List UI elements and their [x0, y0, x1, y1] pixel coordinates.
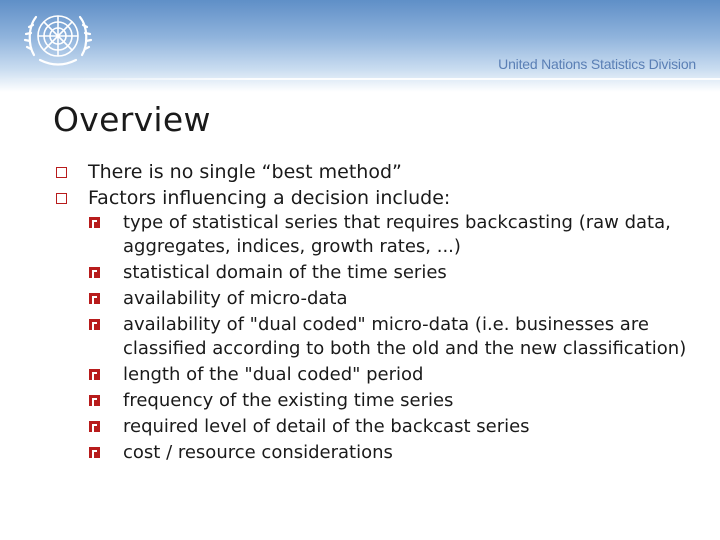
hollow-square-bullet-icon [56, 167, 67, 178]
check-square-bullet-icon [89, 395, 100, 406]
sub-bullet-item [88, 441, 694, 465]
check-square-bullet-icon [89, 319, 100, 330]
check-square-bullet-icon [89, 421, 100, 432]
bullet-list [54, 159, 694, 467]
sub-bullet-text: required level of detail of the backcast series [123, 416, 530, 437]
bullet-text: There is no single “best method” [88, 161, 402, 183]
check-square-bullet-icon [89, 267, 100, 278]
sub-bullet-item [88, 363, 694, 387]
sub-bullet-text: type of statistical series that requires backcasting (raw data, aggregates, indices, growth rates, ...) [123, 212, 671, 257]
hollow-square-bullet-icon [56, 193, 67, 204]
bullet-item [54, 185, 694, 465]
sub-bullet-text: availability of micro-data [123, 288, 348, 309]
sub-bullet-text: frequency of the existing time series [123, 390, 454, 411]
sub-bullet-item [88, 415, 694, 439]
sub-bullet-list [88, 211, 694, 465]
sub-bullet-text: availability of "dual coded" micro-data (i.e. businesses are classified according to both the old and the new classification) [123, 314, 687, 359]
check-square-bullet-icon [89, 369, 100, 380]
un-emblem-icon [20, 5, 96, 71]
sub-bullet-item [88, 313, 694, 361]
sub-bullet-item [88, 211, 694, 259]
check-square-bullet-icon [89, 217, 100, 228]
bullet-text: Factors influencing a decision include: [88, 187, 451, 209]
bullet-item [54, 159, 694, 185]
sub-bullet-text: length of the "dual coded" period [123, 364, 424, 385]
check-square-bullet-icon [89, 447, 100, 458]
sub-bullet-item [88, 389, 694, 413]
sub-bullet-item [88, 287, 694, 311]
sub-bullet-text: cost / resource considerations [123, 442, 393, 463]
slide-title: Overview [53, 100, 211, 139]
header-divider [0, 78, 720, 80]
sub-bullet-item [88, 261, 694, 285]
organization-name: United Nations Statistics Division [498, 56, 696, 72]
check-square-bullet-icon [89, 293, 100, 304]
sub-bullet-text: statistical domain of the time series [123, 262, 447, 283]
header-banner [0, 0, 720, 92]
